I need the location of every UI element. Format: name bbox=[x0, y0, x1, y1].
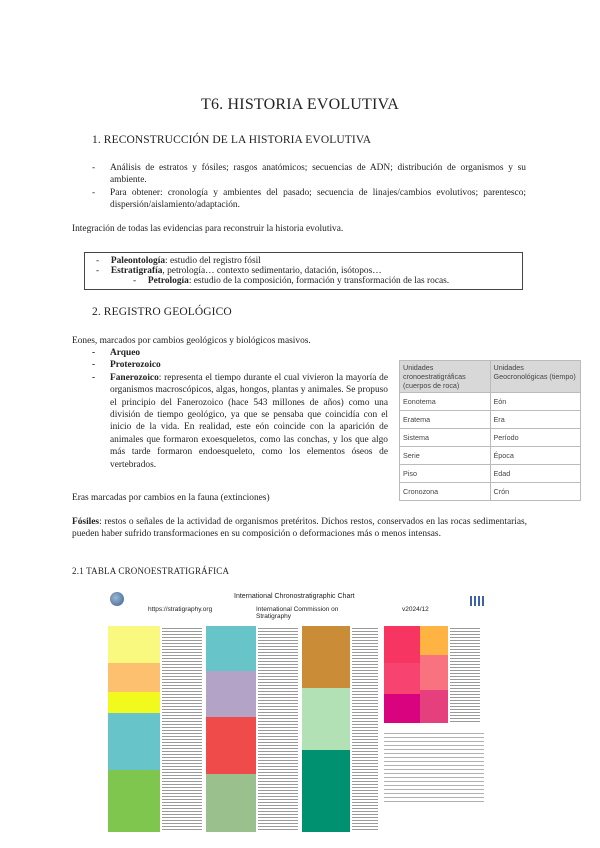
list-item: - Arqueo bbox=[92, 348, 141, 358]
chart-commission: International Commission on Stratigraphy bbox=[256, 606, 339, 620]
paleontologia-line: - Paleontología: estudio del registro fósil bbox=[96, 256, 261, 266]
table-row: Piso Edad bbox=[400, 465, 581, 483]
page-title: T6. HISTORIA EVOLUTIVA bbox=[200, 96, 400, 113]
chart-version: v2024/12 bbox=[402, 606, 429, 613]
chart-column-1 bbox=[108, 626, 160, 832]
section21-heading: 2.1 TABLA CRONOESTRATIGRÁFICA bbox=[72, 566, 230, 576]
eras-text: Eras marcadas por cambios en la fauna (extinciones) bbox=[72, 493, 270, 503]
eons-list bbox=[92, 347, 388, 471]
chart-column-2 bbox=[206, 626, 256, 832]
estratigrafia-line: - Estratigrafía, petrología… contexto sedimentario, datación, isótopos… bbox=[96, 266, 382, 276]
definition-box bbox=[84, 252, 523, 290]
chart-title: International Chronostratigraphic Chart bbox=[234, 593, 355, 600]
integration-text: Integración de todas las evidencias para reconstruir la historia evolutiva. bbox=[72, 224, 344, 234]
table-row: Cronozona Crón bbox=[400, 483, 581, 501]
table-row: Sistema Período bbox=[400, 429, 581, 447]
fosiles-paragraph: Fósiles: restos o señales de la actividad de organismos pretéritos. Dichos restos, conservados en las rocas sedimentarias, pueden haber sufrido transformaciones en su composición o deformaciones más o menos intensas. bbox=[72, 517, 527, 540]
section1-bullets bbox=[92, 162, 526, 212]
chronostratigraphic-chart-image bbox=[106, 588, 492, 838]
table-row: Serie Época bbox=[400, 447, 581, 465]
table-row: Eratema Era bbox=[400, 411, 581, 429]
list-item: - Fanerozoico: representa el tiempo durante el cual vivieron la mayoría de organismos macroscópicos, algas, hongos, plantas y animales. Se propuso el principio del Fanerozoico (hace 543 millones de años) como una división de tiempo geológico, ya que se pensaba que coincidía con el inicio de la vida. En realidad, este eón coincide con la aparición de animales que formaron exoesqueletos, como las conchas, y los que algo más tarde formaron endoesqueleto, como los elementos óseos de vertebrados. bbox=[92, 372, 388, 470]
globe-logo-icon bbox=[110, 592, 124, 606]
iugs-logo-icon bbox=[470, 596, 486, 606]
list-item: - Análisis de estratos y fósiles; rasgos anatómicos; secuencias de ADN; distribución de organismos y su ambiente. bbox=[92, 163, 526, 186]
list-item: - Para obtener: cronología y ambientes del pasado; secuencia de linajes/cambios evolutivos; parentesco; dispersión/aislamiento/adaptación. bbox=[92, 187, 526, 211]
chart-column-3 bbox=[302, 626, 350, 832]
section1-heading: 1. RECONSTRUCCIÓN DE LA HISTORIA EVOLUTIVA bbox=[92, 134, 372, 146]
chart-url: https://stratigraphy.org bbox=[148, 606, 213, 613]
chart-column-4 bbox=[384, 626, 420, 723]
eones-intro: Eones, marcados por cambios geológicos y biológicos masivos. bbox=[72, 336, 311, 346]
strat-units-table bbox=[399, 360, 581, 501]
chart-column-4b bbox=[420, 626, 448, 723]
section2-heading: 2. REGISTRO GEOLÓGICO bbox=[92, 306, 232, 318]
list-item: - Proterozoico bbox=[92, 360, 161, 371]
table-header-row: Unidades cronoestratigráficas (cuerpos de roca) Unidades Geocronológicas (tiempo) bbox=[400, 361, 581, 393]
petrologia-line: - Petrología: estudio de la composición, formación y transformación de las rocas. bbox=[133, 276, 450, 286]
table-row: Eonotema Eón bbox=[400, 393, 581, 411]
